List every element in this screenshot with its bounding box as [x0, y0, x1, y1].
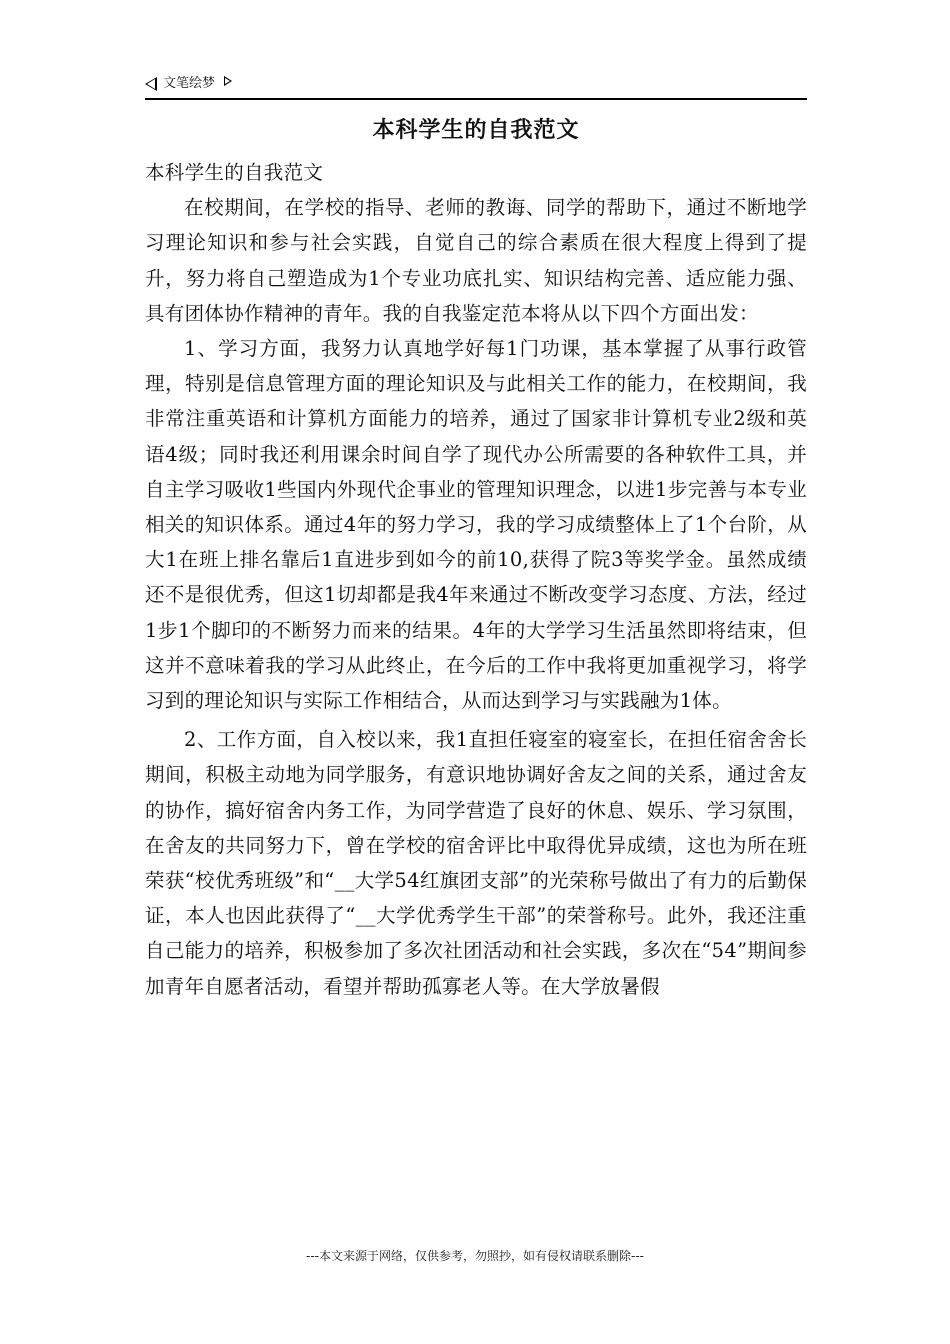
page-header — [145, 74, 807, 100]
paragraph-work: 2、工作方面，自入校以来，我1直担任寝室的寝室长，在担任宿舍舍长期间，积极主动地为同学服务，有意识地协调好舍友之间的关系，通过舍友的协作，搞好宿舍内务工作，为同学营造了良好的休息、娱乐、学习氛围，在舍友的共同努力下，曾在学校的宿舍评比中取得优异成绩，这也为所在班荣获“校优秀班级”和“__大学54红旗团支部”的光荣称号做出了有力的后勤保证，本人也因此获得了“__大学优秀学生干部”的荣誉称号。此外，我还注重自己能力的培养，积极参加了多次社团活动和社会实践，多次在“54”期间参加青年自愿者活动，看望并帮助孤寡老人等。在大学放暑假 — [145, 728, 807, 998]
paragraph-study: 1、学习方面，我努力认真地学好每1门功课，基本掌握了从事行政管理，特别是信息管理方面的理论知识及与此相关工作的能力，在校期间，我非常注重英语和计算机方面能力的培养，通过了国家非计算机专业2级和英语4级；同时我还利用课余时间自学了现代办公所需要的各种软件工具，并自主学习吸收1些国内外现代企事业的管理知识理念，以进1步完善与本专业相关的知识体系。通过4年的努力学习，我的学习成绩整体上了1个台阶，从大1在班上排名靠后1直进步到如今的前10,获得了院3等奖学金。虽然成绩还不是很优秀，但这1切却都是我4年来通过不断改变学习态度、方法，经过1步1个脚印的不断努力而来的结果。4年的大学学习生活虽然即将结束，但这并不意味着我的学习从此终止，在今后的工作中我将更加重视学习，将学习到的理论知识与实际工作相结合，从而达到学习与实践融为1体。 — [145, 337, 807, 713]
document-body — [145, 155, 807, 1004]
document-subtitle: 本科学生的自我范文 — [145, 161, 324, 184]
brand-text: 文笔绘梦 — [163, 76, 216, 91]
triangle-left-icon — [145, 77, 157, 91]
page-footer: ---本文来源于网络，仅供参考，勿照抄，如有侵权请联系删除--- — [306, 1249, 644, 1263]
document-title: 本科学生的自我范文 — [372, 118, 580, 143]
triangle-right-icon — [224, 76, 232, 86]
header-brand — [145, 74, 232, 94]
paragraph-intro: 在校期间，在学校的指导、老师的教诲、同学的帮助下，通过不断地学习理论知识和参与社会实践，自觉自己的综合素质在很大程度上得到了提升，努力将自己塑造成为1个专业功底扎实、知识结构完善、适应能力强、具有团体协作精神的青年。我的自我鉴定范本将从以下四个方面出发： — [145, 196, 807, 325]
